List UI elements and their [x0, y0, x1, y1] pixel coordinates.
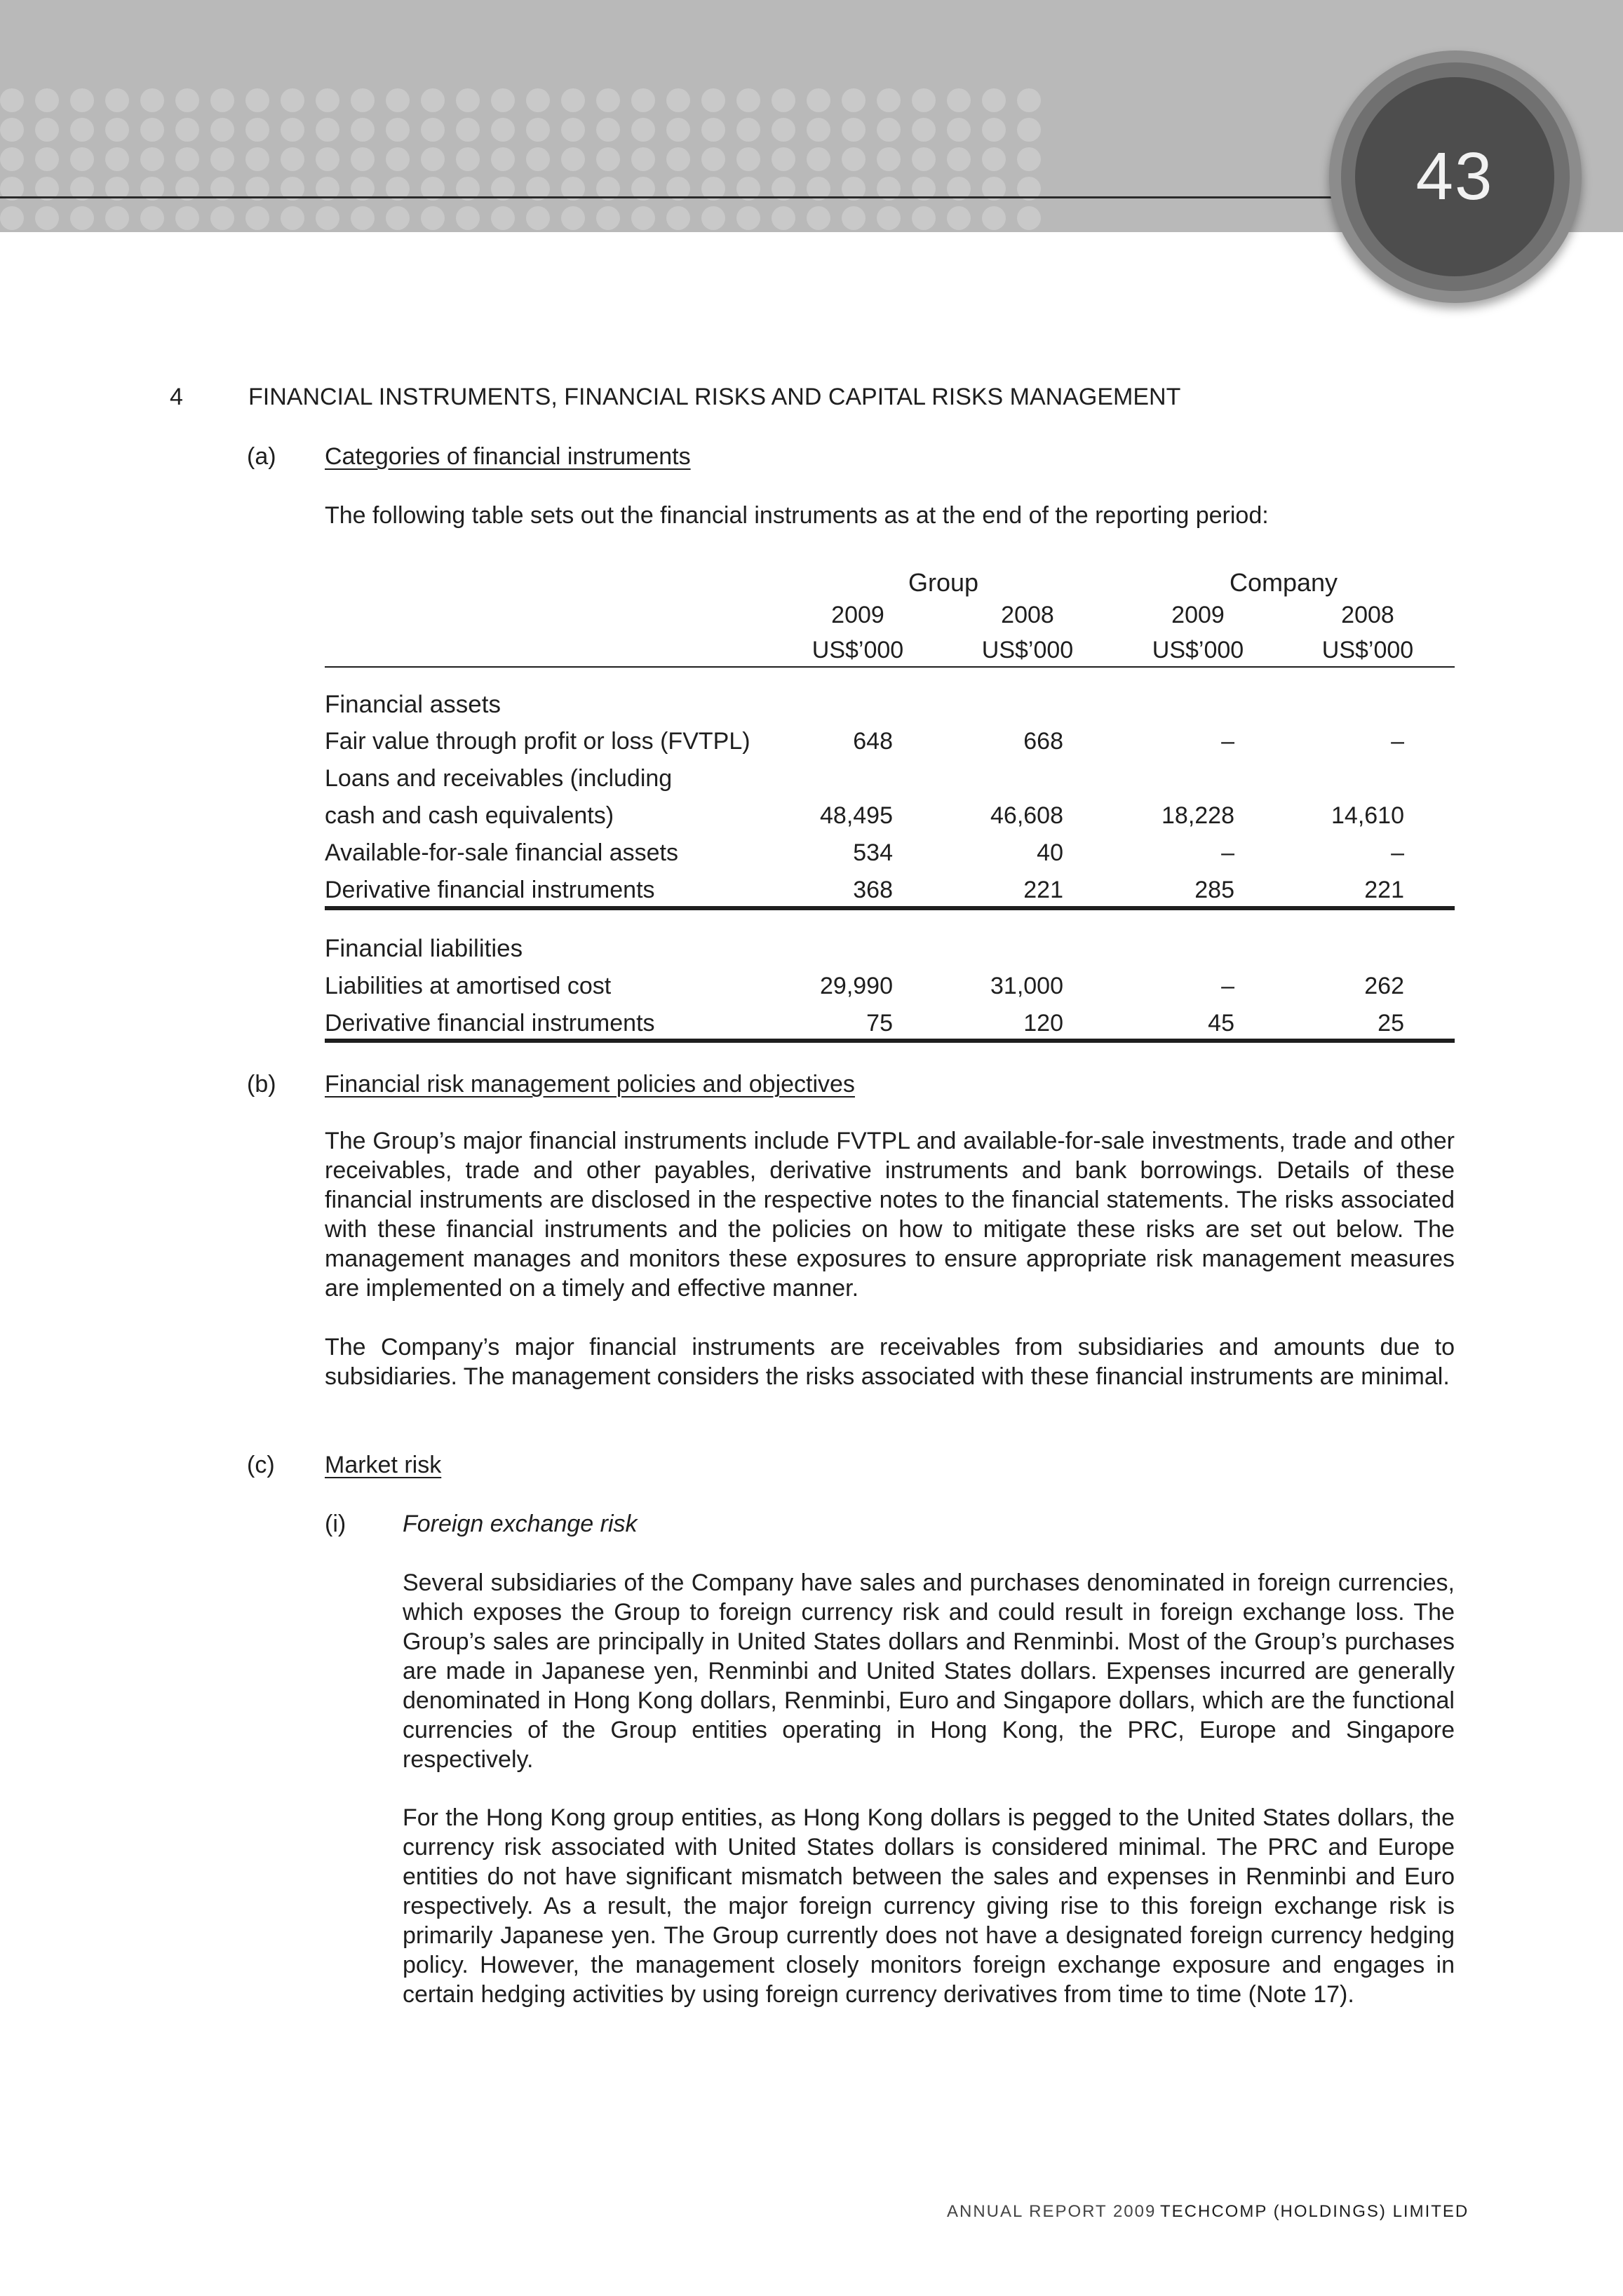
cell-value: 648 [853, 728, 893, 755]
decor-dot [386, 88, 410, 112]
decor-dot [736, 118, 760, 142]
decor-dot [210, 147, 234, 171]
sub-a-label: (a) [247, 443, 276, 470]
decor-dot [456, 147, 480, 171]
decor-dot [982, 118, 1006, 142]
decor-dot [1017, 88, 1041, 112]
decor-dot [351, 147, 375, 171]
decor-dot [842, 88, 866, 112]
decor-dot [912, 147, 936, 171]
decor-dot [421, 147, 445, 171]
decor-dot [281, 118, 304, 142]
row-label: Available-for-sale financial assets [325, 839, 678, 866]
decor-dot [245, 147, 269, 171]
decor-dot [245, 88, 269, 112]
decor-dot [842, 147, 866, 171]
decor-dot [666, 206, 690, 230]
decor-dot [421, 88, 445, 112]
decor-dot [421, 206, 445, 230]
decor-dot [561, 118, 585, 142]
decor-dot [947, 118, 971, 142]
cell-value: 25 [1378, 1010, 1404, 1036]
decor-dot [281, 147, 304, 171]
page-number-badge [1355, 77, 1554, 276]
decor-dot [596, 88, 620, 112]
decor-dot [140, 147, 164, 171]
decor-dot [456, 206, 480, 230]
decor-dot [666, 88, 690, 112]
decor-dot [491, 206, 515, 230]
row-label: Fair value through profit or loss (FVTPL) [325, 728, 750, 755]
unit-header: US$’000 [1152, 637, 1244, 663]
footer-company: TECHCOMP (HOLDINGS) LIMITED [1160, 2202, 1469, 2221]
decor-dot [701, 118, 725, 142]
decor-dot [1017, 118, 1041, 142]
decor-dot [175, 118, 199, 142]
decor-dot [561, 206, 585, 230]
decor-dot [105, 118, 129, 142]
unit-header: US$’000 [1321, 637, 1414, 663]
decor-dot [245, 206, 269, 230]
decor-dot [842, 118, 866, 142]
decor-dot [386, 147, 410, 171]
decor-dot [631, 118, 655, 142]
decor-dot [1017, 206, 1041, 230]
decor-dot [982, 147, 1006, 171]
decor-dot [0, 118, 24, 142]
decor-dot [596, 118, 620, 142]
decor-dot [736, 88, 760, 112]
decor-dot [947, 206, 971, 230]
decor-dot [105, 88, 129, 112]
decor-dot [807, 88, 830, 112]
decor-dot [175, 88, 199, 112]
row-label: cash and cash equivalents) [325, 802, 614, 829]
decor-dot [912, 118, 936, 142]
sub-a-heading: Categories of financial instruments [325, 443, 691, 470]
cell-value: 31,000 [990, 973, 1063, 999]
sub-c-label: (c) [247, 1452, 275, 1478]
sub-a-intro: The following table sets out the financial instruments as at the end of the reporting period: [325, 502, 1269, 529]
cell-value: 221 [1364, 877, 1404, 903]
sub-b-label: (b) [247, 1071, 276, 1098]
decor-dot [210, 88, 234, 112]
decor-dot [947, 88, 971, 112]
row-label: Derivative financial instruments [325, 1010, 655, 1036]
unit-header: US$’000 [981, 637, 1074, 663]
cell-value: – [1221, 839, 1234, 866]
footer-report: ANNUAL REPORT 2009 [947, 2202, 1157, 2221]
sub-c-paragraph-2: For the Hong Kong group entities, as Hong Kong dollars is pegged to the United States dollars, the currency risk associated with United States dollars is considered minimal. The PRC and Europe entities do not have significant mismatch between the sales and expenses in Renminbi and Euro respectively. As a result, the major foreign currency giving rise to this foreign exchange risk is primarily Japanese yen. The Group currently does not have a designated foreign currency hedging policy. However, the management closely monitors foreign exchange exposure and engages in certain hedging activities by using foreign currency derivatives from time to time (Note 17). [403, 1804, 1455, 2008]
section-number: 4 [170, 384, 183, 410]
decor-dot [70, 118, 94, 142]
company-header: Company [1229, 568, 1338, 597]
decor-dot [210, 206, 234, 230]
header-rule [0, 196, 1333, 198]
decor-dot [982, 206, 1006, 230]
cell-value: 285 [1194, 877, 1234, 903]
cell-value: 45 [1208, 1010, 1234, 1036]
decor-dot [772, 206, 795, 230]
liabilities-heading: Financial liabilities [325, 935, 523, 962]
decor-dot [140, 118, 164, 142]
decor-dot [35, 118, 59, 142]
cell-value: 29,990 [820, 973, 893, 999]
decor-dot [772, 118, 795, 142]
decor-dot [877, 147, 901, 171]
cell-value: – [1221, 728, 1234, 755]
decor-dot [491, 118, 515, 142]
decor-dot [912, 206, 936, 230]
decor-dot [351, 118, 375, 142]
decor-dot [35, 88, 59, 112]
decor-dot [912, 88, 936, 112]
cell-value: 48,495 [820, 802, 893, 829]
decor-dot [316, 206, 339, 230]
liabilities-total-rule [325, 1039, 1455, 1043]
decor-dot [70, 147, 94, 171]
decor-dot [807, 147, 830, 171]
decor-dot [421, 118, 445, 142]
assets-total-rule [325, 906, 1455, 910]
decor-dot [877, 206, 901, 230]
decor-dot [842, 206, 866, 230]
unit-header: US$’000 [812, 637, 904, 663]
year-header: 2008 [1001, 602, 1054, 628]
decor-dot [70, 88, 94, 112]
decor-dot [877, 88, 901, 112]
cell-value: 534 [853, 839, 893, 866]
decor-dot [281, 88, 304, 112]
decor-dot [316, 118, 339, 142]
page-number: 43 [1415, 139, 1494, 214]
decor-dot [351, 88, 375, 112]
cell-value: – [1391, 839, 1404, 866]
cell-value: – [1221, 973, 1234, 999]
decor-dot [526, 118, 550, 142]
decor-dot [1017, 147, 1041, 171]
sub-c-heading: Market risk [325, 1452, 442, 1478]
assets-heading: Financial assets [325, 691, 501, 718]
decor-dot [245, 118, 269, 142]
decor-dot [947, 147, 971, 171]
row-label: Derivative financial instruments [325, 877, 655, 903]
decor-dot [772, 88, 795, 112]
decor-dot [666, 118, 690, 142]
cell-value: 75 [866, 1010, 893, 1036]
decor-dot [105, 206, 129, 230]
cell-value: 668 [1023, 728, 1063, 755]
decor-dot [316, 147, 339, 171]
item-i-heading: Foreign exchange risk [403, 1511, 638, 1537]
cell-value: 221 [1023, 877, 1063, 903]
decor-dot [526, 206, 550, 230]
sub-b-paragraph-2: The Company’s major financial instruments are receivables from subsidiaries and amounts due to subsidiaries. The management considers the risks associated with these financial instruments are minimal. [325, 1334, 1455, 1390]
decor-dot [736, 147, 760, 171]
year-header: 2009 [1171, 602, 1225, 628]
decor-dot [35, 206, 59, 230]
cell-value: 18,228 [1161, 802, 1234, 829]
decor-dot [210, 118, 234, 142]
cell-value: 14,610 [1331, 802, 1404, 829]
decor-dot [70, 206, 94, 230]
section-title: FINANCIAL INSTRUMENTS, FINANCIAL RISKS AND CAPITAL RISKS MANAGEMENT [248, 384, 1181, 410]
header-underline [325, 666, 1455, 668]
decor-dot [631, 206, 655, 230]
sub-c-paragraph-1: Several subsidiaries of the Company have sales and purchases denominated in foreign currencies, which exposes the Group to foreign currency risk and could result in foreign exchange loss. The Group’s sales are principally in United States dollars and Renminbi. Most of the Group’s purchases are made in Japanese yen, Renminbi and United States dollars. Expenses incurred are generally denominated in Hong Kong dollars, Renminbi, Euro and Singapore dollars, which are the functional currencies of the Group entities operating in Hong Kong, the PRC, Europe and Singapore respectively. [403, 1569, 1455, 1773]
decor-dot [456, 88, 480, 112]
decor-dot [386, 206, 410, 230]
decor-dot [140, 206, 164, 230]
year-header: 2008 [1341, 602, 1394, 628]
cell-value: 262 [1364, 973, 1404, 999]
cell-value: 46,608 [990, 802, 1063, 829]
decor-dot [982, 88, 1006, 112]
decor-dot [491, 88, 515, 112]
decor-dot [596, 147, 620, 171]
decor-dot [140, 88, 164, 112]
sub-b-heading: Financial risk management policies and objectives [325, 1071, 855, 1098]
decor-dot [561, 147, 585, 171]
row-label: Loans and receivables (including [325, 765, 673, 792]
decor-dot [0, 147, 24, 171]
decor-dot [35, 147, 59, 171]
decor-dot [281, 206, 304, 230]
decor-dot [0, 88, 24, 112]
decor-dot [701, 88, 725, 112]
decor-dot [701, 206, 725, 230]
decor-dot [631, 147, 655, 171]
row-label: Liabilities at amortised cost [325, 973, 612, 999]
decor-dot [561, 88, 585, 112]
dot-pattern [0, 88, 1052, 232]
cell-value: 120 [1023, 1010, 1063, 1036]
cell-value: 368 [853, 877, 893, 903]
decor-dot [0, 206, 24, 230]
decor-dot [596, 206, 620, 230]
group-header: Group [908, 568, 979, 597]
decor-dot [666, 147, 690, 171]
decor-dot [456, 118, 480, 142]
decor-dot [175, 147, 199, 171]
decor-dot [631, 88, 655, 112]
decor-dot [316, 88, 339, 112]
decor-dot [351, 206, 375, 230]
decor-dot [807, 118, 830, 142]
decor-dot [807, 206, 830, 230]
decor-dot [772, 147, 795, 171]
sub-b-paragraph-1: The Group’s major financial instruments include FVTPL and available-for-sale investments, trade and other receivables, trade and other payables, derivative instruments and bank borrowings. Details of these financial instruments are disclosed in the respective notes to the financial statements. The risks associated with these financial instruments and the policies on how to mitigate these risks are set out below. The management manages and monitors these exposures to ensure appropriate risk management measures are implemented on a timely and effective manner. [325, 1128, 1455, 1302]
year-header: 2009 [831, 602, 884, 628]
decor-dot [491, 147, 515, 171]
decor-dot [736, 206, 760, 230]
decor-dot [526, 147, 550, 171]
cell-value: – [1391, 728, 1404, 755]
decor-dot [175, 206, 199, 230]
decor-dot [701, 147, 725, 171]
decor-dot [105, 147, 129, 171]
decor-dot [386, 118, 410, 142]
decor-dot [877, 118, 901, 142]
cell-value: 40 [1037, 839, 1063, 866]
decor-dot [526, 88, 550, 112]
item-i-label: (i) [325, 1511, 346, 1537]
